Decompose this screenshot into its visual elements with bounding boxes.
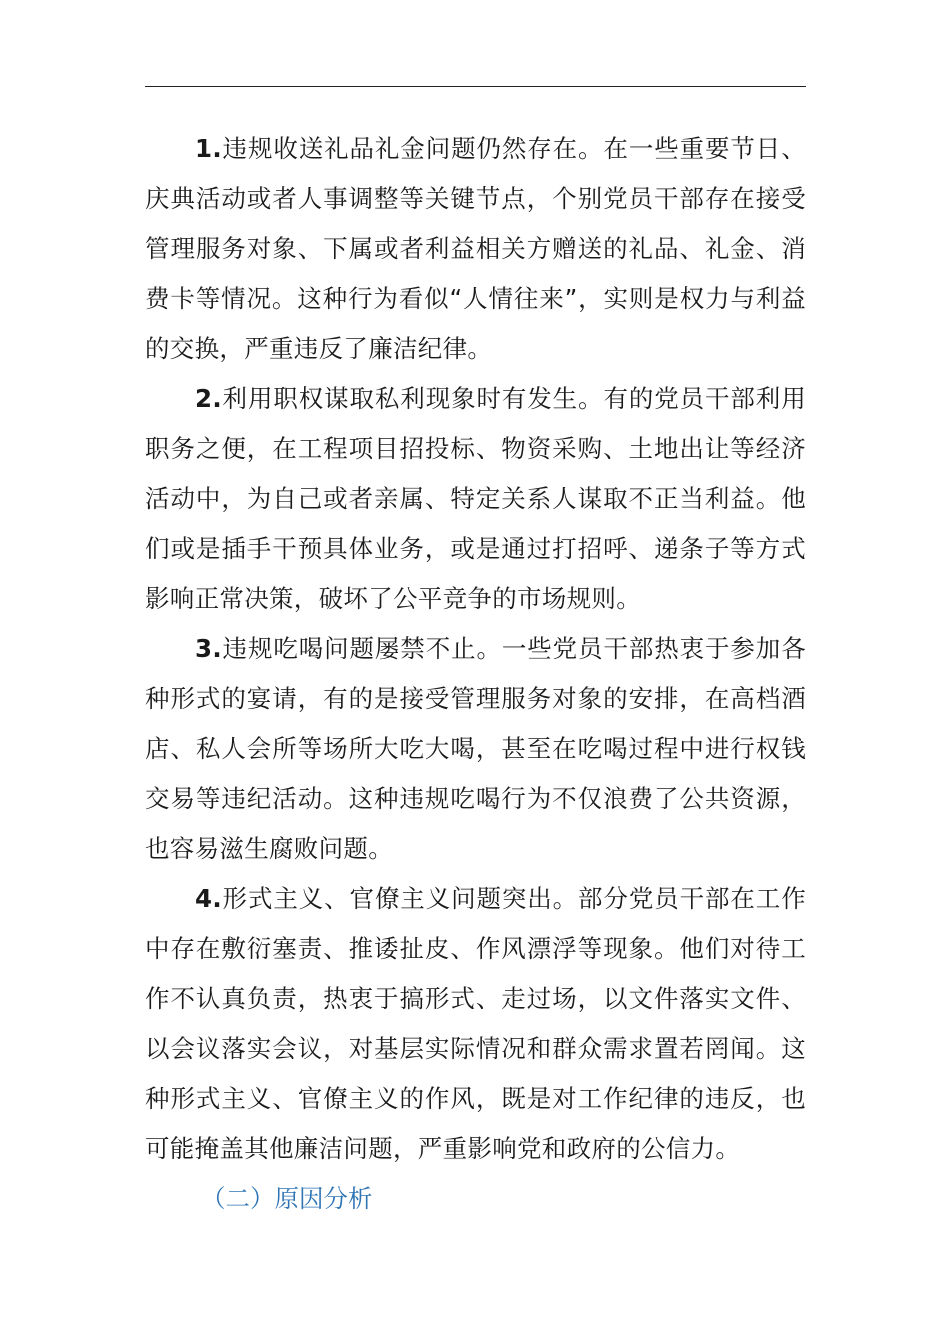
paragraph-text: 违规吃喝问题屡禁不止。一些党员干部热衷于参加各种形式的宴请，有的是接受管理服务对象的安排，在高档酒店、私人会所等场所大吃大喝，甚至在吃喝过程中进行权钱交易等违纪活动。这种违规吃喝行为不仅浪费了公共资源，也容易滋生腐败问题。	[145, 634, 806, 863]
paragraph-1	[145, 124, 806, 374]
paragraph-number: 2.	[195, 384, 222, 413]
paragraph-2	[145, 374, 806, 624]
paragraph-number: 1.	[195, 134, 222, 163]
header-rule	[145, 86, 806, 87]
paragraph-text: 违规收送礼品礼金问题仍然存在。在一些重要节日、庆典活动或者人事调整等关键节点，个别党员干部存在接受管理服务对象、下属或者利益相关方赠送的礼品、礼金、消费卡等情况。这种行为看似“人情往来”，实则是权力与利益的交换，严重违反了廉洁纪律。	[145, 134, 806, 363]
section-subheading: （二）原因分析	[201, 1184, 373, 1213]
paragraph-number: 3.	[195, 634, 222, 663]
paragraph-3	[145, 624, 806, 874]
paragraph-number: 4.	[195, 884, 222, 913]
paragraph-text: 形式主义、官僚主义问题突出。部分党员干部在工作中存在敷衍塞责、推诿扯皮、作风漂浮等现象。他们对待工作不认真负责，热衷于搞形式、走过场，以文件落实文件、以会议落实会议，对基层实际情况和群众需求置若罔闻。这种形式主义、官僚主义的作风，既是对工作纪律的违反，也可能掩盖其他廉洁问题，严重影响党和政府的公信力。	[145, 884, 806, 1163]
document-body	[145, 124, 806, 1224]
paragraph-4	[145, 874, 806, 1174]
paragraph-text: 利用职权谋取私利现象时有发生。有的党员干部利用职务之便，在工程项目招投标、物资采购、土地出让等经济活动中，为自己或者亲属、特定关系人谋取不正当利益。他们或是插手干预具体业务，或是通过打招呼、递条子等方式影响正常决策，破坏了公平竞争的市场规则。	[145, 384, 806, 613]
